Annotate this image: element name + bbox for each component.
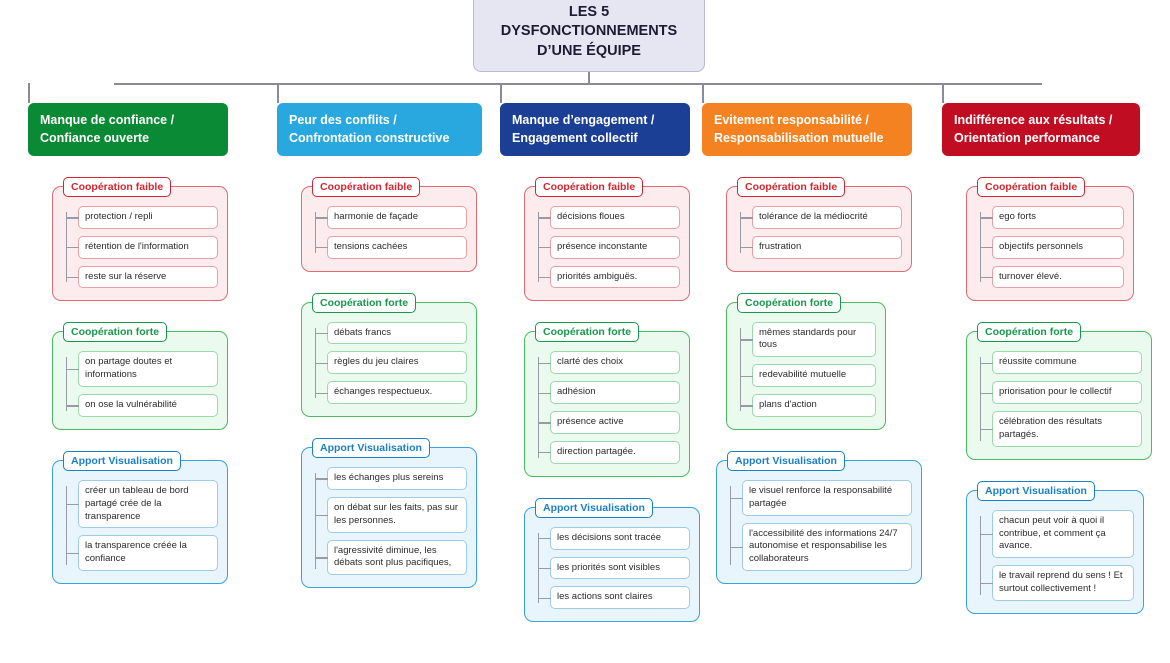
list-item: harmonie de façade: [327, 206, 467, 229]
list-item: priorités ambiguës.: [550, 266, 680, 289]
page-title: LES 5 DYSFONCTIONNEMENTS D’UNE ÉQUIPE: [473, 0, 705, 72]
list-item: règles du jeu claires: [327, 351, 467, 374]
list-item: rétention de l'information: [78, 236, 218, 259]
connector-stem: [277, 83, 279, 103]
list-item: les échanges plus sereins: [327, 467, 467, 490]
group-label: Coopération forte: [312, 293, 416, 313]
list-item: turnover élevé.: [992, 266, 1124, 289]
group-label: Coopération faible: [63, 177, 171, 197]
item-list: [976, 351, 1142, 446]
item-list: [62, 480, 218, 571]
list-item: les décisions sont tracée: [550, 527, 690, 550]
list-item: célébration des résultats partagés.: [992, 411, 1142, 447]
list-item: présence active: [550, 411, 680, 434]
group-cooperation-forte-conflits: [301, 296, 477, 417]
list-item: mêmes standards pour tous: [752, 322, 876, 358]
group-apport-visualisation-responsabilite: [716, 454, 922, 584]
group-cooperation-faible-conflits: [301, 181, 477, 272]
group-cooperation-forte-resultats: [966, 326, 1152, 459]
branch-header-resultats[interactable]: Indifférence aux résultats / Orientation performance: [942, 103, 1140, 156]
group-label: Coopération faible: [977, 177, 1085, 197]
list-item: chacun peut voir à quoi il contribue, et comment ça avance.: [992, 510, 1134, 558]
connector-stem: [942, 83, 944, 103]
group-label: Apport Visualisation: [727, 451, 845, 471]
list-item: on ose la vulnérabilité: [78, 394, 218, 417]
group-label: Apport Visualisation: [312, 438, 430, 458]
group-cooperation-faible-engagement: [524, 181, 690, 301]
item-list: [62, 206, 218, 288]
group-cooperation-faible-resultats: [966, 181, 1134, 301]
group-label: Coopération faible: [312, 177, 420, 197]
list-item: redevabilité mutuelle: [752, 364, 876, 387]
group-cooperation-forte-responsabilite: [726, 296, 886, 430]
group-label: Coopération faible: [535, 177, 643, 197]
list-item: l'agressivité diminue, les débats sont plus pacifiques,: [327, 540, 467, 576]
list-item: tolérance de la médiocrité: [752, 206, 902, 229]
list-item: le visuel renforce la responsabilité partagée: [742, 480, 912, 516]
item-list: [534, 351, 680, 463]
item-list: [311, 467, 467, 575]
item-list: [736, 206, 902, 259]
list-item: on débat sur les faits, pas sur les personnes.: [327, 497, 467, 533]
branch-confiance: [28, 103, 228, 584]
list-item: la transparence créée la confiance: [78, 535, 218, 571]
list-item: créer un tableau de bord partagé crée de la transparence: [78, 480, 218, 528]
group-cooperation-forte-engagement: [524, 326, 690, 476]
list-item: direction partagée.: [550, 441, 680, 464]
list-item: les actions sont claires: [550, 586, 690, 609]
group-apport-visualisation-resultats: [966, 484, 1144, 614]
list-item: protection / repli: [78, 206, 218, 229]
branch-resultats: [942, 103, 1140, 614]
list-item: échanges respectueux.: [327, 381, 467, 404]
connector-stem: [702, 83, 704, 103]
list-item: tensions cachées: [327, 236, 467, 259]
group-label: Apport Visualisation: [977, 481, 1095, 501]
group-label: Apport Visualisation: [63, 451, 181, 471]
group-cooperation-forte-confiance: [52, 326, 228, 429]
group-apport-visualisation-conflits: [301, 442, 477, 588]
group-cooperation-faible-responsabilite: [726, 181, 912, 272]
list-item: ego forts: [992, 206, 1124, 229]
branch-header-engagement[interactable]: Manque d’engagement / Engagement collectif: [500, 103, 690, 156]
connector-stem: [28, 83, 30, 103]
group-apport-visualisation-engagement: [524, 501, 700, 622]
group-label: Coopération forte: [535, 322, 639, 342]
item-list: [62, 351, 218, 416]
list-item: débats francs: [327, 322, 467, 345]
branch-responsabilite: [702, 103, 912, 584]
item-list: [311, 206, 467, 259]
list-item: reste sur la réserve: [78, 266, 218, 289]
item-list: [726, 480, 912, 571]
list-item: réussite commune: [992, 351, 1142, 374]
branch-conflits: [277, 103, 482, 588]
list-item: les priorités sont visibles: [550, 557, 690, 580]
item-list: [976, 510, 1134, 601]
list-item: décisions floues: [550, 206, 680, 229]
group-label: Coopération forte: [977, 322, 1081, 342]
list-item: adhésion: [550, 381, 680, 404]
list-item: l'accessibilité des informations 24/7 autonomise et responsabilise les collaborateurs: [742, 523, 912, 571]
group-label: Coopération forte: [737, 293, 841, 313]
branch-header-confiance[interactable]: Manque de confiance / Confiance ouverte: [28, 103, 228, 156]
branch-header-conflits[interactable]: Peur des conflits / Confrontation constructive: [277, 103, 482, 156]
group-label: Coopération faible: [737, 177, 845, 197]
connector-main-horizontal: [114, 83, 1042, 85]
item-list: [736, 322, 876, 417]
branch-engagement: [500, 103, 690, 622]
list-item: objectifs personnels: [992, 236, 1124, 259]
list-item: présence inconstante: [550, 236, 680, 259]
group-cooperation-faible-confiance: [52, 181, 228, 301]
item-list: [976, 206, 1124, 288]
list-item: clarté des choix: [550, 351, 680, 374]
item-list: [311, 322, 467, 404]
group-apport-visualisation-confiance: [52, 454, 228, 584]
branch-header-responsabilite[interactable]: Evitement responsabilité / Responsabilisation mutuelle: [702, 103, 912, 156]
list-item: on partage doutes et informations: [78, 351, 218, 387]
connector-stem: [500, 83, 502, 103]
item-list: [534, 527, 690, 609]
list-item: priorisation pour le collectif: [992, 381, 1142, 404]
item-list: [534, 206, 680, 288]
group-label: Apport Visualisation: [535, 498, 653, 518]
list-item: le travail reprend du sens ! Et surtout collectivement !: [992, 565, 1134, 601]
group-label: Coopération forte: [63, 322, 167, 342]
list-item: frustration: [752, 236, 902, 259]
list-item: plans d'action: [752, 394, 876, 417]
